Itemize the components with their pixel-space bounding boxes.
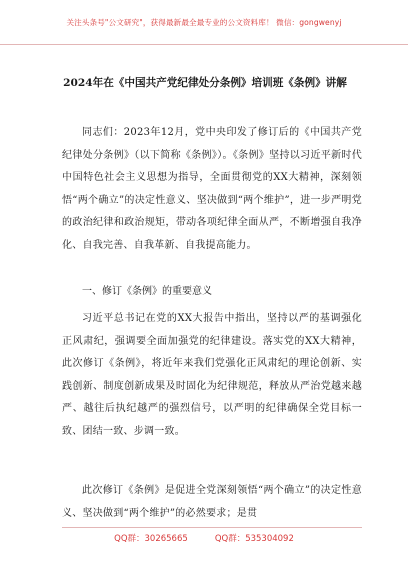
page-header	[0, 0, 408, 45]
paragraph-continued: 此次修订《条例》是促进全党深刻领悟“两个确立”的决定性意义、坚决做到“两个维护”的必然要求；是贯	[62, 485, 362, 519]
footer-qq-label-1: QQ群：	[114, 534, 145, 544]
footer-divider	[62, 527, 362, 528]
section-heading: 一、修订《条例》的重要意义	[82, 286, 212, 297]
header-banner-text: 关注头条号"公文研究"，获得最新最全最专业的公文资料库！ 微信：gongwenyj	[66, 17, 342, 27]
paragraph-significance: 习近平总书记在党的XX大报告中指出，坚持以严的基调强化正风肃纪，强调要全面加强党的纪律建设。落实党的XX大精神，此次修订《条例》，将近年来我们党强化正风肃纪的理论创新、实践创新、制度创新成果及时固化为纪律规范，释放从严治党越来越严、越往后执纪越严的强烈信号，以严明的纪律确保全党目标一致、团结一致、步调一致。	[62, 313, 362, 437]
document-title: 2024年在《中国共产党纪律处分条例》培训班《条例》讲解	[63, 77, 347, 89]
footer-qq-number-1: 30265665	[144, 534, 188, 544]
page-footer	[0, 532, 408, 544]
footer-qq-number-2: 535304092	[245, 534, 294, 544]
footer-qq-label-2: QQ群：	[214, 534, 246, 544]
paragraph-intro: 同志们：2023年12月，党中央印发了修订后的《中国共产党纪律处分条例》（以下简称《条例》）。《条例》坚持以习近平新时代中国特色社会主义思想为指导，全面贯彻党的XX大精神，深刻领悟“两个确立”的决定性意义、坚决做到“两个维护”，进一步严明党的政治纪律和政治规矩，带动各项纪律全面从严，不断增强自我净化、自我完善、自我革新、自我提高能力。	[62, 127, 362, 251]
